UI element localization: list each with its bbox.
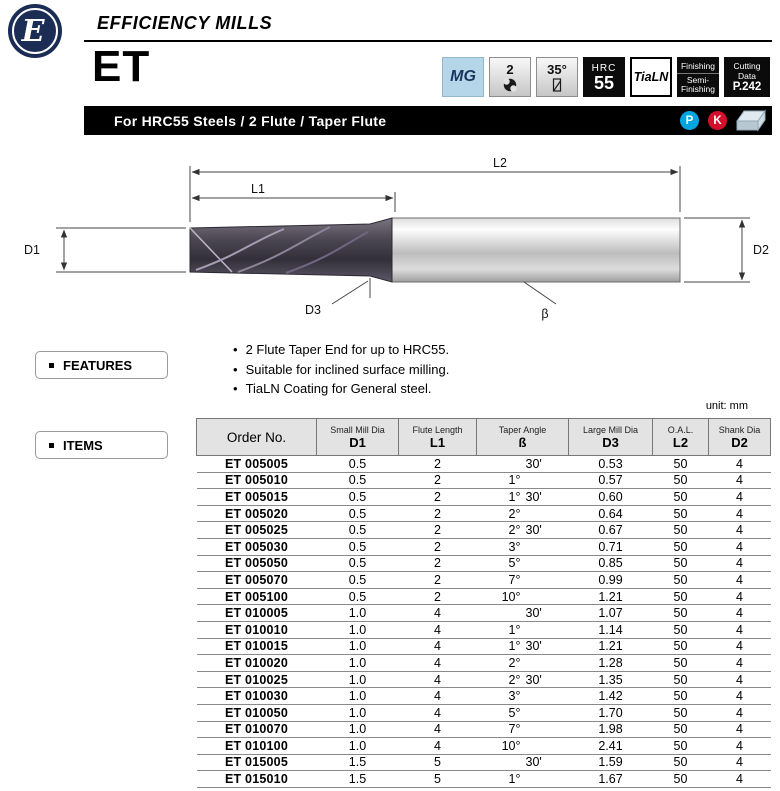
l1-cell: 4 [399,688,477,705]
d1-cell: 1.0 [317,738,399,755]
angle-minutes: 30' [525,755,542,770]
shank-body [392,218,680,282]
taper-angle-cell [477,754,569,771]
l2-cell: 50 [653,472,709,489]
d3-cell: 0.57 [569,472,653,489]
order-no-cell: ET 005070 [197,572,317,589]
coating-badge [630,57,672,97]
d3-cell: 2.41 [569,738,653,755]
l2-cell: 50 [653,638,709,655]
l1-cell: 2 [399,555,477,572]
d2-cell: 4 [709,489,771,506]
l1-cell: 4 [399,671,477,688]
helix-angle-badge [536,57,578,97]
order-no-cell: ET 005020 [197,505,317,522]
d3-cell: 1.21 [569,638,653,655]
bullet-icon: • [233,342,238,357]
angle-minutes: 30' [525,639,542,654]
subtitle-bar [84,106,772,135]
taper-angle-cell [477,538,569,555]
d2-cell: 4 [709,588,771,605]
d1-cell: 0.5 [317,538,399,555]
taper-angle-cell [477,671,569,688]
order-no-cell: ET 005025 [197,522,317,539]
l1-cell: 4 [399,621,477,638]
angle-degrees: 10° [501,738,521,753]
d1-cell: 0.5 [317,505,399,522]
d3-cell: 1.70 [569,704,653,721]
d1-cell: 1.0 [317,655,399,672]
flute-count-label: 2 [506,61,514,77]
l2-cell: 50 [653,621,709,638]
unit-note: unit: mm [705,400,748,412]
table-row [197,456,771,473]
series-title: EFFICIENCY MILLS [97,13,273,33]
bullet-icon: • [233,381,238,396]
table-row [197,538,771,555]
d1-cell: 1.0 [317,671,399,688]
features-label [35,351,168,379]
l1-cell: 2 [399,489,477,506]
feature-item: • Suitable for inclined surface milling. [233,360,449,380]
taper-angle-cell [477,655,569,672]
table-row [197,671,771,688]
cutting-data-line1: Cutting [733,60,761,71]
d2-cell: 4 [709,721,771,738]
header-taper-angle: Taper Angle ß [477,419,569,456]
items-label-text: ITEMS [63,437,103,453]
d1-cell: 1.0 [317,721,399,738]
workpiece-icon [736,109,766,132]
d2-cell: 4 [709,472,771,489]
helix-angle-label: 35° [547,61,567,77]
d3-cell: 0.71 [569,538,653,555]
l2-cell: 50 [653,671,709,688]
l2-cell: 50 [653,771,709,788]
table-row [197,572,771,589]
finishing-line2: Semi- [686,74,710,85]
angle-degrees: 2° [508,672,521,687]
d3-cell: 1.28 [569,655,653,672]
angle-degrees: 1° [508,473,521,488]
dim-label-beta: β [541,307,549,321]
d1-cell: 0.5 [317,572,399,589]
helix-angle-icon [549,78,565,92]
order-no-cell: ET 010050 [197,704,317,721]
table-row [197,771,771,788]
l1-cell: 4 [399,638,477,655]
header-order-no: Order No. [197,419,317,456]
order-no-cell: ET 010030 [197,688,317,705]
table-row [197,621,771,638]
table-row [197,555,771,572]
taper-angle-cell [477,704,569,721]
table-row [197,688,771,705]
taper-angle-cell [477,605,569,622]
taper-angle-cell [477,721,569,738]
table-row [197,522,771,539]
order-no-cell: ET 010020 [197,655,317,672]
items-table [196,418,771,788]
flute-cross-section-icon [502,78,518,92]
l2-cell: 50 [653,721,709,738]
angle-degrees: 1° [508,489,521,504]
d3-cell: 0.99 [569,572,653,589]
cutting-data-badge [724,57,770,97]
features-label-text: FEATURES [63,357,133,373]
order-no-cell: ET 005005 [197,456,317,473]
items-label [35,431,168,459]
d3-cell: 0.60 [569,489,653,506]
l2-cell: 50 [653,505,709,522]
dim-label-d2: D2 [753,243,769,257]
cutting-data-line2: Data [738,70,756,81]
taper-angle-cell [477,588,569,605]
feature-item: • 2 Flute Taper End for up to HRC55. [233,340,449,360]
l1-cell: 2 [399,588,477,605]
order-no-cell: ET 005030 [197,538,317,555]
finishing-badge [677,57,719,97]
angle-degrees: 2° [508,655,521,670]
angle-degrees: 1° [508,639,521,654]
d1-cell: 0.5 [317,522,399,539]
hardness-label: HRC [591,62,617,74]
l2-cell: 50 [653,605,709,622]
angle-degrees: 1° [508,622,521,637]
tool-diagram [0,146,780,338]
taper-angle-cell [477,621,569,638]
taper-angle-cell [477,522,569,539]
angle-degrees: 10° [501,589,521,604]
taper-angle-cell [477,489,569,506]
l1-cell: 4 [399,721,477,738]
order-no-cell: ET 015005 [197,754,317,771]
features-bullet [49,363,54,368]
flute-count-badge [489,57,531,97]
d2-cell: 4 [709,456,771,473]
d2-cell: 4 [709,638,771,655]
order-no-cell: ET 010100 [197,738,317,755]
d2-cell: 4 [709,738,771,755]
d2-cell: 4 [709,538,771,555]
flute-body [190,218,392,282]
d2-cell: 4 [709,621,771,638]
d3-cell: 1.59 [569,754,653,771]
l1-cell: 2 [399,572,477,589]
order-no-cell: ET 010010 [197,621,317,638]
order-no-cell: ET 010005 [197,605,317,622]
d2-cell: 4 [709,754,771,771]
d1-cell: 1.0 [317,638,399,655]
l1-cell: 4 [399,704,477,721]
material-grade-label: MG [450,68,476,85]
hardness-badge [583,57,625,97]
taper-angle-cell [477,456,569,473]
d1-cell: 0.5 [317,555,399,572]
angle-minutes: 30' [525,672,542,687]
l1-cell: 2 [399,505,477,522]
angle-degrees: 7° [508,722,521,737]
hardness-value: 55 [593,72,615,93]
d3-cell: 1.67 [569,771,653,788]
l1-cell: 2 [399,538,477,555]
d2-cell: 4 [709,688,771,705]
d1-cell: 0.5 [317,472,399,489]
l2-cell: 50 [653,538,709,555]
series-logo-letter: E [21,13,45,49]
order-no-cell: ET 005015 [197,489,317,506]
d1-cell: 0.5 [317,456,399,473]
coating-label: TiaLN [633,70,669,84]
table-row [197,605,771,622]
taper-angle-cell [477,572,569,589]
l1-cell: 2 [399,472,477,489]
header-l2: O.A.L. L2 [653,419,709,456]
d2-cell: 4 [709,605,771,622]
finishing-line3: Finishing [680,83,716,94]
d3-cell: 1.07 [569,605,653,622]
badge-row [442,57,770,97]
table-row [197,754,771,771]
order-no-cell: ET 010015 [197,638,317,655]
application-k-badge: K [708,111,727,130]
series-logo [8,4,62,58]
d3-cell: 1.21 [569,588,653,605]
d3-cell: 1.98 [569,721,653,738]
angle-minutes: 30' [525,606,542,621]
subtitle-text: For HRC55 Steels / 2 Flute / Taper Flute [114,112,387,129]
cutting-data-page: P.242 [732,80,762,93]
l2-cell: 50 [653,704,709,721]
l1-cell: 4 [399,738,477,755]
table-row [197,721,771,738]
l1-cell: 5 [399,771,477,788]
table-row [197,738,771,755]
table-row [197,505,771,522]
header-l1: Flute Length L1 [399,419,477,456]
angle-degrees: 3° [508,689,521,704]
bullet-icon: • [233,361,238,377]
l2-cell: 50 [653,555,709,572]
order-no-cell: ET 005010 [197,472,317,489]
application-badges [680,109,766,132]
order-no-cell: ET 005050 [197,555,317,572]
d3-cell: 1.35 [569,671,653,688]
d2-cell: 4 [709,522,771,539]
l1-cell: 5 [399,754,477,771]
d1-cell: 0.5 [317,489,399,506]
taper-angle-cell [477,505,569,522]
taper-angle-cell [477,555,569,572]
l2-cell: 50 [653,489,709,506]
d1-cell: 1.0 [317,605,399,622]
l2-cell: 50 [653,688,709,705]
taper-angle-cell [477,771,569,788]
taper-angle-cell [477,738,569,755]
d2-cell: 4 [709,505,771,522]
dim-label-l2: L2 [493,156,507,170]
header-d1: Small Mill Dia D1 [317,419,399,456]
d1-cell: 1.0 [317,704,399,721]
angle-degrees: 3° [508,539,521,554]
items-table-header [197,419,771,456]
l1-cell: 4 [399,605,477,622]
d2-cell: 4 [709,704,771,721]
dim-label-l1: L1 [251,182,265,196]
l2-cell: 50 [653,522,709,539]
d2-cell: 4 [709,655,771,672]
l2-cell: 50 [653,572,709,589]
angle-minutes: 30' [525,523,542,538]
l1-cell: 2 [399,522,477,539]
d1-cell: 1.5 [317,754,399,771]
d2-cell: 4 [709,771,771,788]
header-d3: Large Mill Dia D3 [569,419,653,456]
table-row [197,489,771,506]
l1-cell: 4 [399,655,477,672]
d3-cell: 0.64 [569,505,653,522]
items-table-body [197,456,771,788]
l1-cell: 2 [399,456,477,473]
features-list [233,340,449,399]
header-d2: Shank Dia D2 [709,419,771,456]
items-bullet [49,443,54,448]
d1-cell: 1.0 [317,621,399,638]
order-no-cell: ET 010025 [197,671,317,688]
angle-degrees: 5° [508,556,521,571]
order-no-cell: ET 005100 [197,588,317,605]
d3-cell: 1.14 [569,621,653,638]
material-grade-badge [442,57,484,97]
d2-cell: 4 [709,555,771,572]
angle-minutes: 30' [525,489,542,504]
d3-cell: 1.42 [569,688,653,705]
angle-degrees: 1° [508,772,521,787]
l2-cell: 50 [653,588,709,605]
d1-cell: 0.5 [317,588,399,605]
angle-degrees: 7° [508,572,521,587]
model-name: ET [92,42,151,91]
application-p-badge: P [680,111,699,130]
taper-angle-cell [477,638,569,655]
table-row [197,472,771,489]
d1-cell: 1.0 [317,688,399,705]
d3-cell: 0.67 [569,522,653,539]
order-no-cell: ET 015010 [197,771,317,788]
table-row [197,638,771,655]
title-divider [84,40,772,42]
l2-cell: 50 [653,655,709,672]
angle-degrees: 5° [508,705,521,720]
table-row [197,588,771,605]
d3-cell: 0.85 [569,555,653,572]
taper-angle-cell [477,688,569,705]
angle-degrees: 2° [508,523,521,538]
table-row [197,704,771,721]
tool-diagram-svg [0,146,780,338]
table-row [197,655,771,672]
d2-cell: 4 [709,572,771,589]
feature-item: • TiaLN Coating for General steel. [233,379,449,399]
series-logo-ring [12,8,58,54]
dim-label-d1: D1 [24,243,40,257]
d1-cell: 1.5 [317,771,399,788]
d3-cell: 0.53 [569,456,653,473]
d2-cell: 4 [709,671,771,688]
taper-angle-cell [477,472,569,489]
angle-degrees: 2° [508,506,521,521]
order-no-cell: ET 010070 [197,721,317,738]
dim-label-d3: D3 [305,303,321,317]
angle-minutes: 30' [525,456,542,471]
l2-cell: 50 [653,456,709,473]
finishing-line1: Finishing [677,61,719,74]
l2-cell: 50 [653,754,709,771]
l2-cell: 50 [653,738,709,755]
